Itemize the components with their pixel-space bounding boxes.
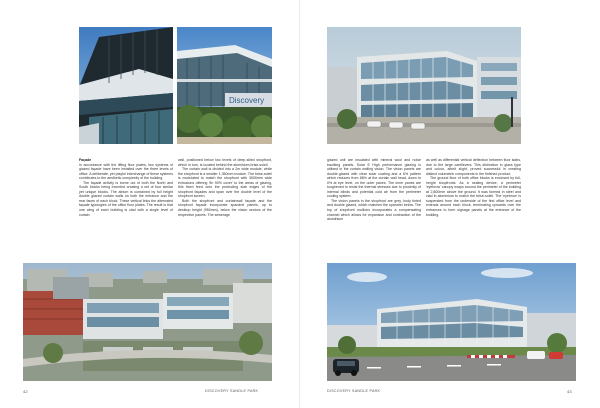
- right-text-column-1: [327, 158, 421, 222]
- page-number-left: 42: [23, 389, 28, 394]
- right-page: [300, 0, 600, 408]
- paragraph: The façade activity is borne out of both the North and South blocks being invented creating a set of four similar yet unique blocks. The atrium is contained by full height double glazed curtain walls on both the entrance and the rear faces of each block. These vertical links the alternated façade typologies of the office floor plates. The result is that one wing of each building is clad with a single level of curtain: [79, 180, 173, 217]
- paragraph: In accordance with the lifting floor plates, two systems of glazed façade have been installed over the three levels of office. A deliberate, yet playful interchange of these systems contributes to the aesthetic complexity of the building.: [79, 162, 173, 181]
- right-text-column-2: [426, 158, 521, 217]
- section-heading: Façade: [79, 158, 92, 162]
- photo-discovery-signage: [177, 27, 272, 144]
- paragraph: as well as differential vertical deflection between floor slabs, due to the large cantilevers. This distinction in glass type and colour, albeit slight, proved successful in creating distinct volumetric components in the finished product.: [426, 158, 521, 176]
- paragraph: The vision panels in the shopfront are grey, body tinted and double glazed, which matches the spandrel below. The top of shopfront mullions incorporates a compensating channel which allows for expansion and contraction of the aluminium: [327, 198, 421, 222]
- running-head-right: DISCOVERY SANDLE PARK: [327, 389, 381, 393]
- paragraph: Both the shopfront and curtainwall façade and the shopfront façade incorporate spandrel panels, up to desktop height (950mm), below the vision sectors of the respective panels. The sewerage: [178, 198, 272, 217]
- left-text-column-1: [79, 158, 173, 217]
- paragraph: The curtain wall is divided into a 2m wide module, while the shopfront is a smaller 1,350mm module. The brise-soleil is modulated to match the shopfront with 3000mm wide extrusions offering 'fin 90% cover' to the areas of glazing, this fixed feed onto the protruding slab edges of the shopfront façades and span over the double level of the shopfront screen.: [178, 167, 272, 199]
- photo-building-road: [327, 263, 576, 381]
- photo-aerial-campus: [23, 263, 272, 381]
- paragraph: The ground floor of both office blocks is enclosed by full-height shopfronts. As a sealing device, a perimeter 'eyebrow' canopy wraps around the perimeter of the building at 2,800mm above the ground. It was formed in steel and clad in aluminium to match the brise-soleil. The 'eyebrow' is suspended from the underside of the first office level and extends around each block, terminating upwards over the entrances to form signage panels at the entrance of the building.: [426, 176, 521, 217]
- page-number-right: 43: [567, 389, 572, 394]
- paragraph: glazed unit are insulated with mineral wool and noise baulking panels. Solar E High performance glazing is utilised in the curtain walling vision. The vision panels are double-glazed with clear solar coating and a 6% pattern which reduces from 86% at the curtain wall head, down to 0% at eye level, on the outer panes. The inner panes are toughened to resist the thermal stresses due to proximity of internal blinds and potential cold air from the perimeter cooling system.: [327, 158, 421, 199]
- discovery-signage-text: Discovery: [229, 96, 265, 105]
- photo-facade-corner: [79, 27, 173, 144]
- paragraph: wall, positioned below two levels of deep-silled shopfront, which in turn, is located behind the aluminium brise-soleil.: [178, 158, 272, 167]
- running-head-left: DISCOVERY SANDLE PARK: [205, 389, 259, 393]
- photo-building-street: [327, 27, 521, 144]
- left-text-column-2: [178, 158, 272, 217]
